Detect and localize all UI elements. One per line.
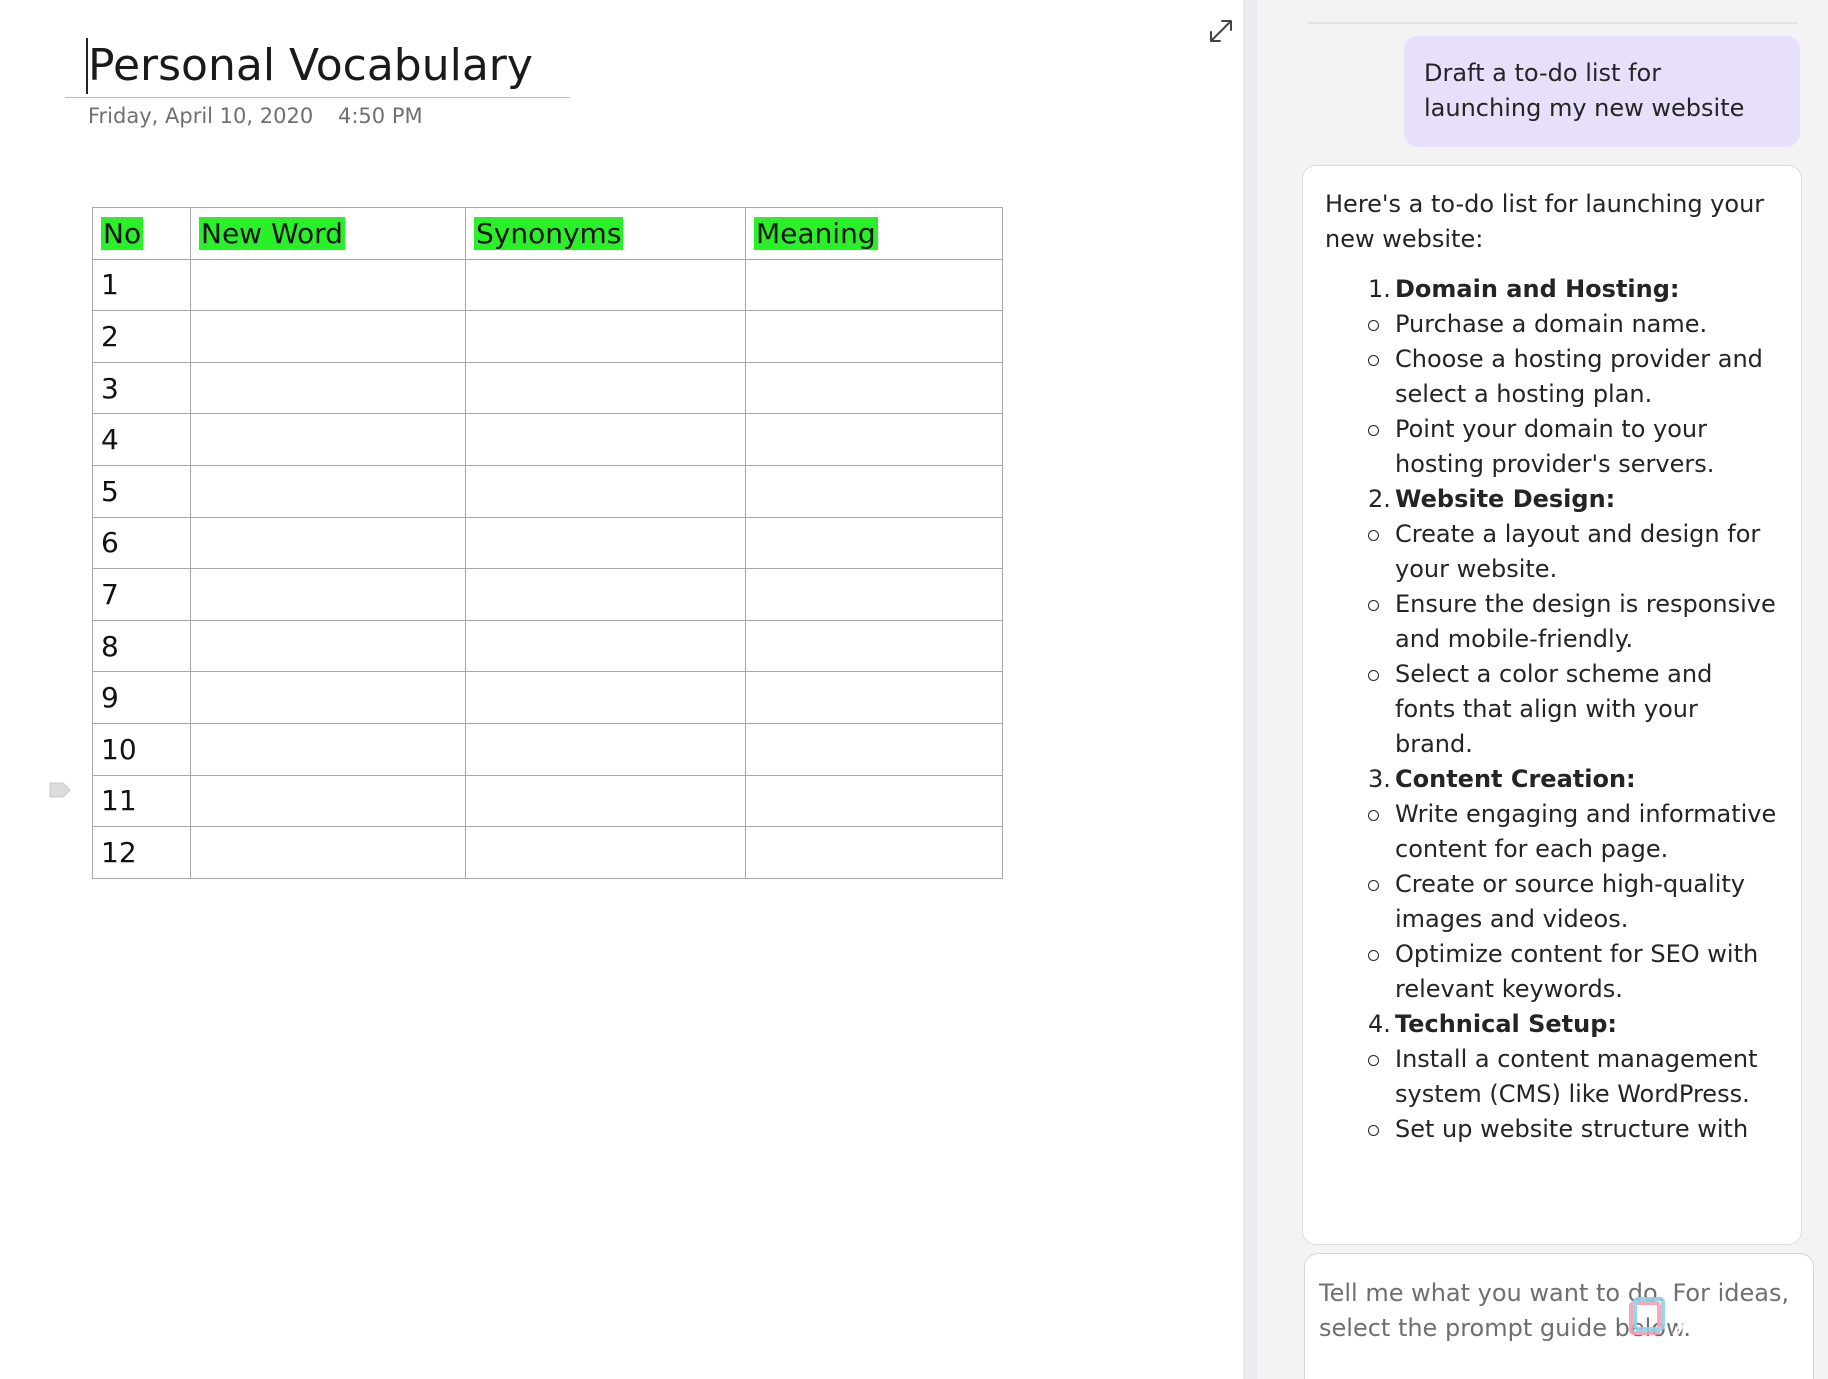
table-cell[interactable] [466, 259, 746, 311]
list-item [1395, 867, 1779, 937]
panel-separator [1308, 22, 1798, 24]
table-cell[interactable] [466, 362, 746, 414]
table-cell[interactable] [746, 723, 1003, 775]
sub-item-text: Choose a hosting provider and select a hosting plan. [1395, 345, 1763, 408]
table-header-cell[interactable] [191, 208, 466, 260]
table-cell[interactable] [746, 620, 1003, 672]
table-cell[interactable] [466, 414, 746, 466]
list-item [1395, 1042, 1779, 1112]
table-row [93, 672, 1003, 724]
copilot-response [1302, 165, 1802, 1245]
list-item [1325, 1007, 1779, 1147]
table-cell[interactable] [746, 414, 1003, 466]
header-meaning: Meaning [756, 216, 876, 250]
table-cell[interactable]: 6 [93, 517, 191, 569]
table-row [93, 827, 1003, 879]
prompt-input[interactable]: Tell me what you want to do. For ideas, select the prompt guide below. [1304, 1253, 1814, 1379]
table-cell[interactable] [466, 827, 746, 879]
table-cell[interactable]: 12 [93, 827, 191, 879]
xda-logo [1623, 1291, 1795, 1343]
table-cell[interactable]: 2 [93, 311, 191, 363]
page-time: 4:50 PM [338, 104, 423, 128]
copilot-panel [1257, 0, 1828, 1379]
bullet-icon [1368, 950, 1379, 961]
bullet-icon [1368, 320, 1379, 331]
bullet-icon [1368, 530, 1379, 541]
table-cell[interactable]: 10 [93, 723, 191, 775]
table-header-row [93, 208, 1003, 260]
section-title: Website Design: [1395, 485, 1616, 513]
bullet-icon [1368, 355, 1379, 366]
table-row [93, 775, 1003, 827]
watermark-text: XDA [1673, 1297, 1758, 1343]
bullet-icon [1368, 880, 1379, 891]
list-item [1325, 272, 1779, 482]
table-cell[interactable]: 3 [93, 362, 191, 414]
sub-item-text: Set up website structure with [1395, 1115, 1749, 1143]
sub-list [1395, 797, 1779, 1007]
list-item [1395, 412, 1779, 482]
list-item [1395, 657, 1779, 762]
page-date: Friday, April 10, 2020 [88, 104, 314, 128]
table-cell[interactable] [746, 465, 1003, 517]
table-cell[interactable] [746, 672, 1003, 724]
list-item [1395, 1112, 1779, 1147]
table-row [93, 362, 1003, 414]
sub-item-text: Purchase a domain name. [1395, 310, 1708, 338]
user-message: Draft a to-do list for launching my new website [1404, 36, 1800, 147]
table-cell[interactable] [466, 620, 746, 672]
section-title: Domain and Hosting: [1395, 275, 1680, 303]
sub-item-text: Install a content management system (CMS) like WordPress. [1395, 1045, 1758, 1108]
table-cell[interactable] [191, 465, 466, 517]
section-title: Content Creation: [1395, 765, 1636, 793]
sub-item-text: Optimize content for SEO with relevant keywords. [1395, 940, 1759, 1003]
table-row [93, 517, 1003, 569]
sub-list [1395, 307, 1779, 482]
list-item [1395, 797, 1779, 867]
list-item [1395, 517, 1779, 587]
table-cell[interactable]: 11 [93, 775, 191, 827]
section-number: 2. [1368, 485, 1391, 513]
list-item [1325, 762, 1779, 1007]
table-cell[interactable] [191, 414, 466, 466]
table-cell[interactable] [746, 311, 1003, 363]
table-cell[interactable] [466, 775, 746, 827]
table-cell[interactable] [191, 620, 466, 672]
section-number: 1. [1368, 275, 1391, 303]
table-cell[interactable] [746, 827, 1003, 879]
table-cell[interactable] [191, 723, 466, 775]
sub-item-text: Create or source high-quality images and videos. [1395, 870, 1745, 933]
sub-item-text: Point your domain to your hosting provider's servers. [1395, 415, 1715, 478]
table-row [93, 620, 1003, 672]
table-row [93, 723, 1003, 775]
table-cell[interactable] [466, 569, 746, 621]
todo-list [1325, 272, 1779, 1147]
expand-icon[interactable] [1205, 15, 1237, 47]
table-cell[interactable] [466, 465, 746, 517]
table-cell[interactable]: 8 [93, 620, 191, 672]
bullet-icon [1368, 1055, 1379, 1066]
section-number: 3. [1368, 765, 1391, 793]
page-title[interactable]: Personal Vocabulary [88, 40, 533, 91]
table-cell[interactable]: 4 [93, 414, 191, 466]
list-item [1325, 482, 1779, 762]
bullet-icon [1368, 600, 1379, 611]
table-cell[interactable] [191, 517, 466, 569]
response-intro: Here's a to-do list for launching your new website: [1325, 190, 1765, 253]
bullet-icon [1368, 670, 1379, 681]
list-item [1395, 307, 1779, 342]
sub-item-text: Write engaging and informative content for each page. [1395, 800, 1777, 863]
table-cell[interactable] [466, 311, 746, 363]
sub-list [1395, 1042, 1779, 1147]
sub-item-text: Create a layout and design for your website. [1395, 520, 1761, 583]
section-number: 4. [1368, 1010, 1391, 1038]
table-cell[interactable] [746, 259, 1003, 311]
list-item [1395, 587, 1779, 657]
table-header-cell[interactable] [93, 208, 191, 260]
table-cell[interactable] [466, 723, 746, 775]
table-cell[interactable]: 9 [93, 672, 191, 724]
header-no: No [103, 216, 142, 250]
paragraph-handle-icon[interactable] [49, 781, 71, 799]
title-area[interactable] [65, 36, 570, 98]
pane-divider[interactable] [1243, 0, 1257, 1379]
list-item [1395, 342, 1779, 412]
bullet-icon [1368, 425, 1379, 436]
table-row [93, 311, 1003, 363]
table-cell[interactable] [191, 259, 466, 311]
sub-item-text: Select a color scheme and fonts that align with your brand. [1395, 660, 1713, 758]
table-cell[interactable]: 1 [93, 259, 191, 311]
bullet-icon [1368, 810, 1379, 821]
list-item [1395, 937, 1779, 1007]
table-cell[interactable]: 7 [93, 569, 191, 621]
sub-list [1395, 517, 1779, 762]
table-cell[interactable] [466, 672, 746, 724]
section-title: Technical Setup: [1395, 1010, 1617, 1038]
table-cell[interactable] [191, 827, 466, 879]
table-row [93, 414, 1003, 466]
table-cell[interactable] [746, 517, 1003, 569]
vocabulary-table[interactable] [92, 207, 1003, 879]
table-cell[interactable] [466, 517, 746, 569]
table-header-cell[interactable] [746, 208, 1003, 260]
bullet-icon [1368, 1125, 1379, 1136]
table-cell[interactable] [191, 362, 466, 414]
table-cell[interactable] [191, 311, 466, 363]
table-cell[interactable] [191, 775, 466, 827]
header-synonyms: Synonyms [476, 216, 622, 250]
table-cell[interactable] [191, 569, 466, 621]
table-cell[interactable] [746, 569, 1003, 621]
table-cell[interactable]: 5 [93, 465, 191, 517]
table-header-cell[interactable] [466, 208, 746, 260]
table-row [93, 465, 1003, 517]
table-cell[interactable] [746, 362, 1003, 414]
table-row [93, 259, 1003, 311]
header-new-word: New Word [201, 216, 343, 250]
sub-item-text: Ensure the design is responsive and mobile-friendly. [1395, 590, 1776, 653]
table-row [93, 569, 1003, 621]
table-cell[interactable] [191, 672, 466, 724]
table-cell[interactable] [746, 775, 1003, 827]
